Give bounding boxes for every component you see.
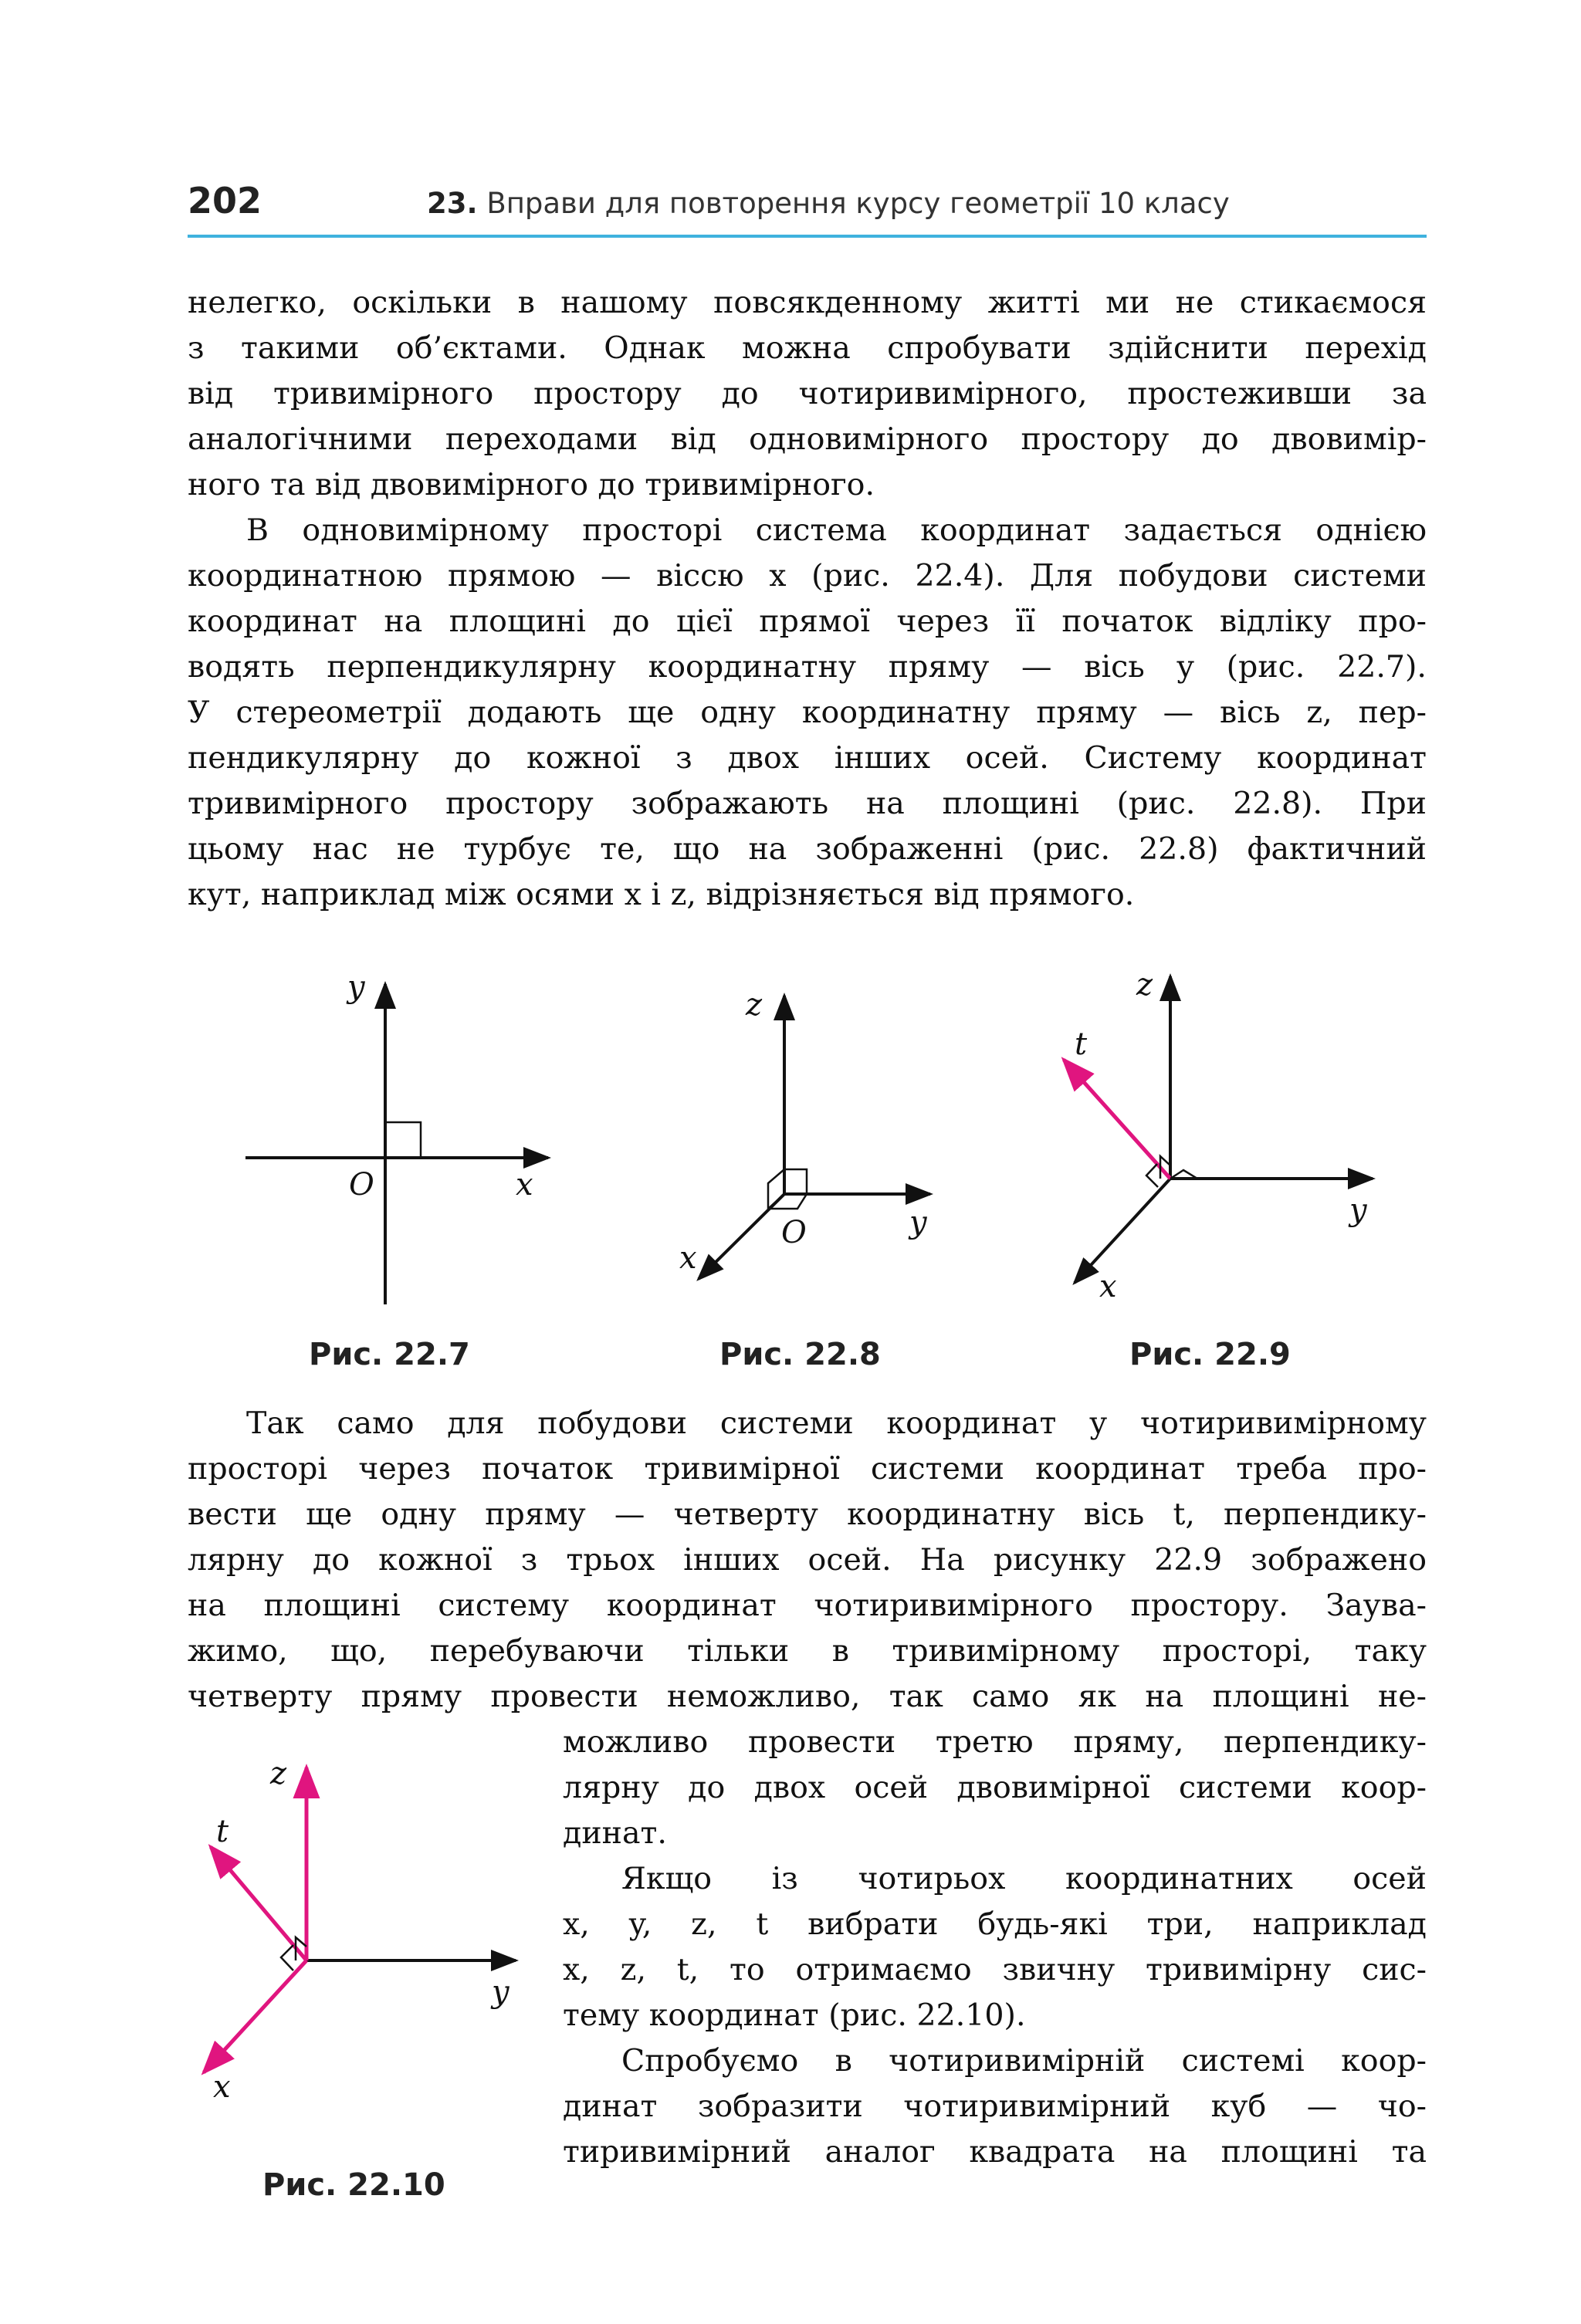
axis-label-y: y: [909, 1205, 927, 1240]
caption-22-10: Рис. 22.10: [262, 2167, 445, 2203]
text-line: x, z, t, то отримаємо звичну тривимірну сис-: [563, 1952, 1427, 1987]
text-line: цьому нас не турбує те, що на зображенні (рис. 22.8) фактичний: [188, 831, 1427, 867]
text-line: В одновимірному просторі система координат задається однією: [246, 512, 1427, 548]
text-line: Якщо із чотирьох координатних осей: [621, 1861, 1427, 1896]
text-line: жимо, що, перебуваючи тільки в тривимірному просторі, таку: [188, 1633, 1427, 1669]
text-line: тиривимірний аналог квадрата на площині та: [563, 2134, 1427, 2170]
text-line: Спробуємо в чотиривимірній системі коор-: [621, 2043, 1427, 2079]
paragraph-3-continued: [563, 1720, 1427, 1856]
text-line: на площині систему координат чотиривимірного простору. Заува-: [188, 1588, 1427, 1623]
paragraph-5: [563, 2038, 1427, 2175]
text-line: від тривимірного простору до чотиривимірного, простеживши за: [188, 376, 1427, 411]
paragraph-4: [563, 1856, 1427, 2038]
text-line: динат зобразити чотиривимірний куб — чо-: [563, 2089, 1427, 2124]
axis-label-x: x: [516, 1167, 533, 1203]
page-number: 202: [188, 180, 262, 222]
caption-22-9: Рис. 22.9: [1129, 1337, 1291, 1372]
section-title: Вправи для повторення курсу геометрії 10 класу: [486, 187, 1230, 220]
caption-22-7: Рис. 22.7: [309, 1337, 470, 1372]
axis-label-z: z: [270, 1756, 287, 1791]
origin-label: O: [349, 1167, 374, 1203]
text-line: лярну до кожної з трьох інших осей. На рисунку 22.9 зображено: [188, 1542, 1427, 1578]
text-line: тему координат (рис. 22.10).: [563, 1998, 1026, 2033]
text-line: координат на площині до цієї прямої через її початок відліку про-: [188, 604, 1427, 639]
axis-label-y: y: [347, 969, 365, 1005]
axis-label-z: z: [1136, 967, 1153, 1003]
text-line: ного та від двовимірного до тривимірного.: [188, 467, 875, 502]
text-line: просторі через початок тривимірної системи координат треба про-: [188, 1451, 1427, 1487]
caption-22-8: Рис. 22.8: [719, 1337, 881, 1372]
axis-label-t: t: [1075, 1027, 1088, 1062]
text-line: нелегко, оскільки в нашому повсякденному житті ми не стикаємося: [188, 285, 1427, 320]
text-line: динат.: [563, 1815, 667, 1851]
axis-label-x: x: [679, 1240, 697, 1276]
text-line: лярну до двох осей двовимірної системи коор-: [563, 1770, 1427, 1805]
t-axis: [211, 1847, 306, 1960]
axis-label-y: y: [1349, 1192, 1367, 1228]
text-line: Так само для побудови системи координат у чотиривимірному: [246, 1406, 1427, 1441]
text-line: вести ще одну пряму — четверту координатну вісь t, перпендику-: [188, 1497, 1427, 1532]
text-line: аналогічними переходами від одновимірного простору до двовимір-: [188, 421, 1427, 457]
origin-label: O: [781, 1215, 807, 1250]
axis-label-x: x: [1099, 1269, 1117, 1304]
text-line: У стереометрії додають ще одну координатну пряму — вісь z, пер-: [188, 695, 1427, 730]
text-line: координатною прямою — віссю x (рис. 22.4). Для побудови системи: [188, 558, 1427, 594]
axis-label-z: z: [746, 987, 763, 1023]
text-line: x, y, z, t вибрати будь-які три, наприклад: [563, 1906, 1427, 1942]
text-line: тривимірного простору зображають на площині (рис. 22.8). При: [188, 786, 1427, 821]
axis-label-t: t: [216, 1814, 229, 1849]
text-line: можливо провести третю пряму, перпендику-: [563, 1724, 1427, 1760]
text-line: з такими об’єктами. Однак можна спробувати здійснити перехід: [188, 330, 1427, 366]
text-line: пендикулярну до кожної з двох інших осей. Систему координат: [188, 740, 1427, 776]
axis-label-x: x: [213, 2069, 231, 2105]
axis-label-y: y: [492, 1974, 510, 2010]
x-axis: [204, 1960, 306, 2072]
text-line: кут, наприклад між осями x і z, відрізняється від прямого.: [188, 877, 1135, 912]
text-line: водять перпендикулярну координатну пряму — вісь y (рис. 22.7).: [188, 649, 1427, 685]
text-line: четверту пряму провести неможливо, так само як на площині не-: [188, 1679, 1427, 1714]
section-number: 23.: [427, 187, 478, 220]
